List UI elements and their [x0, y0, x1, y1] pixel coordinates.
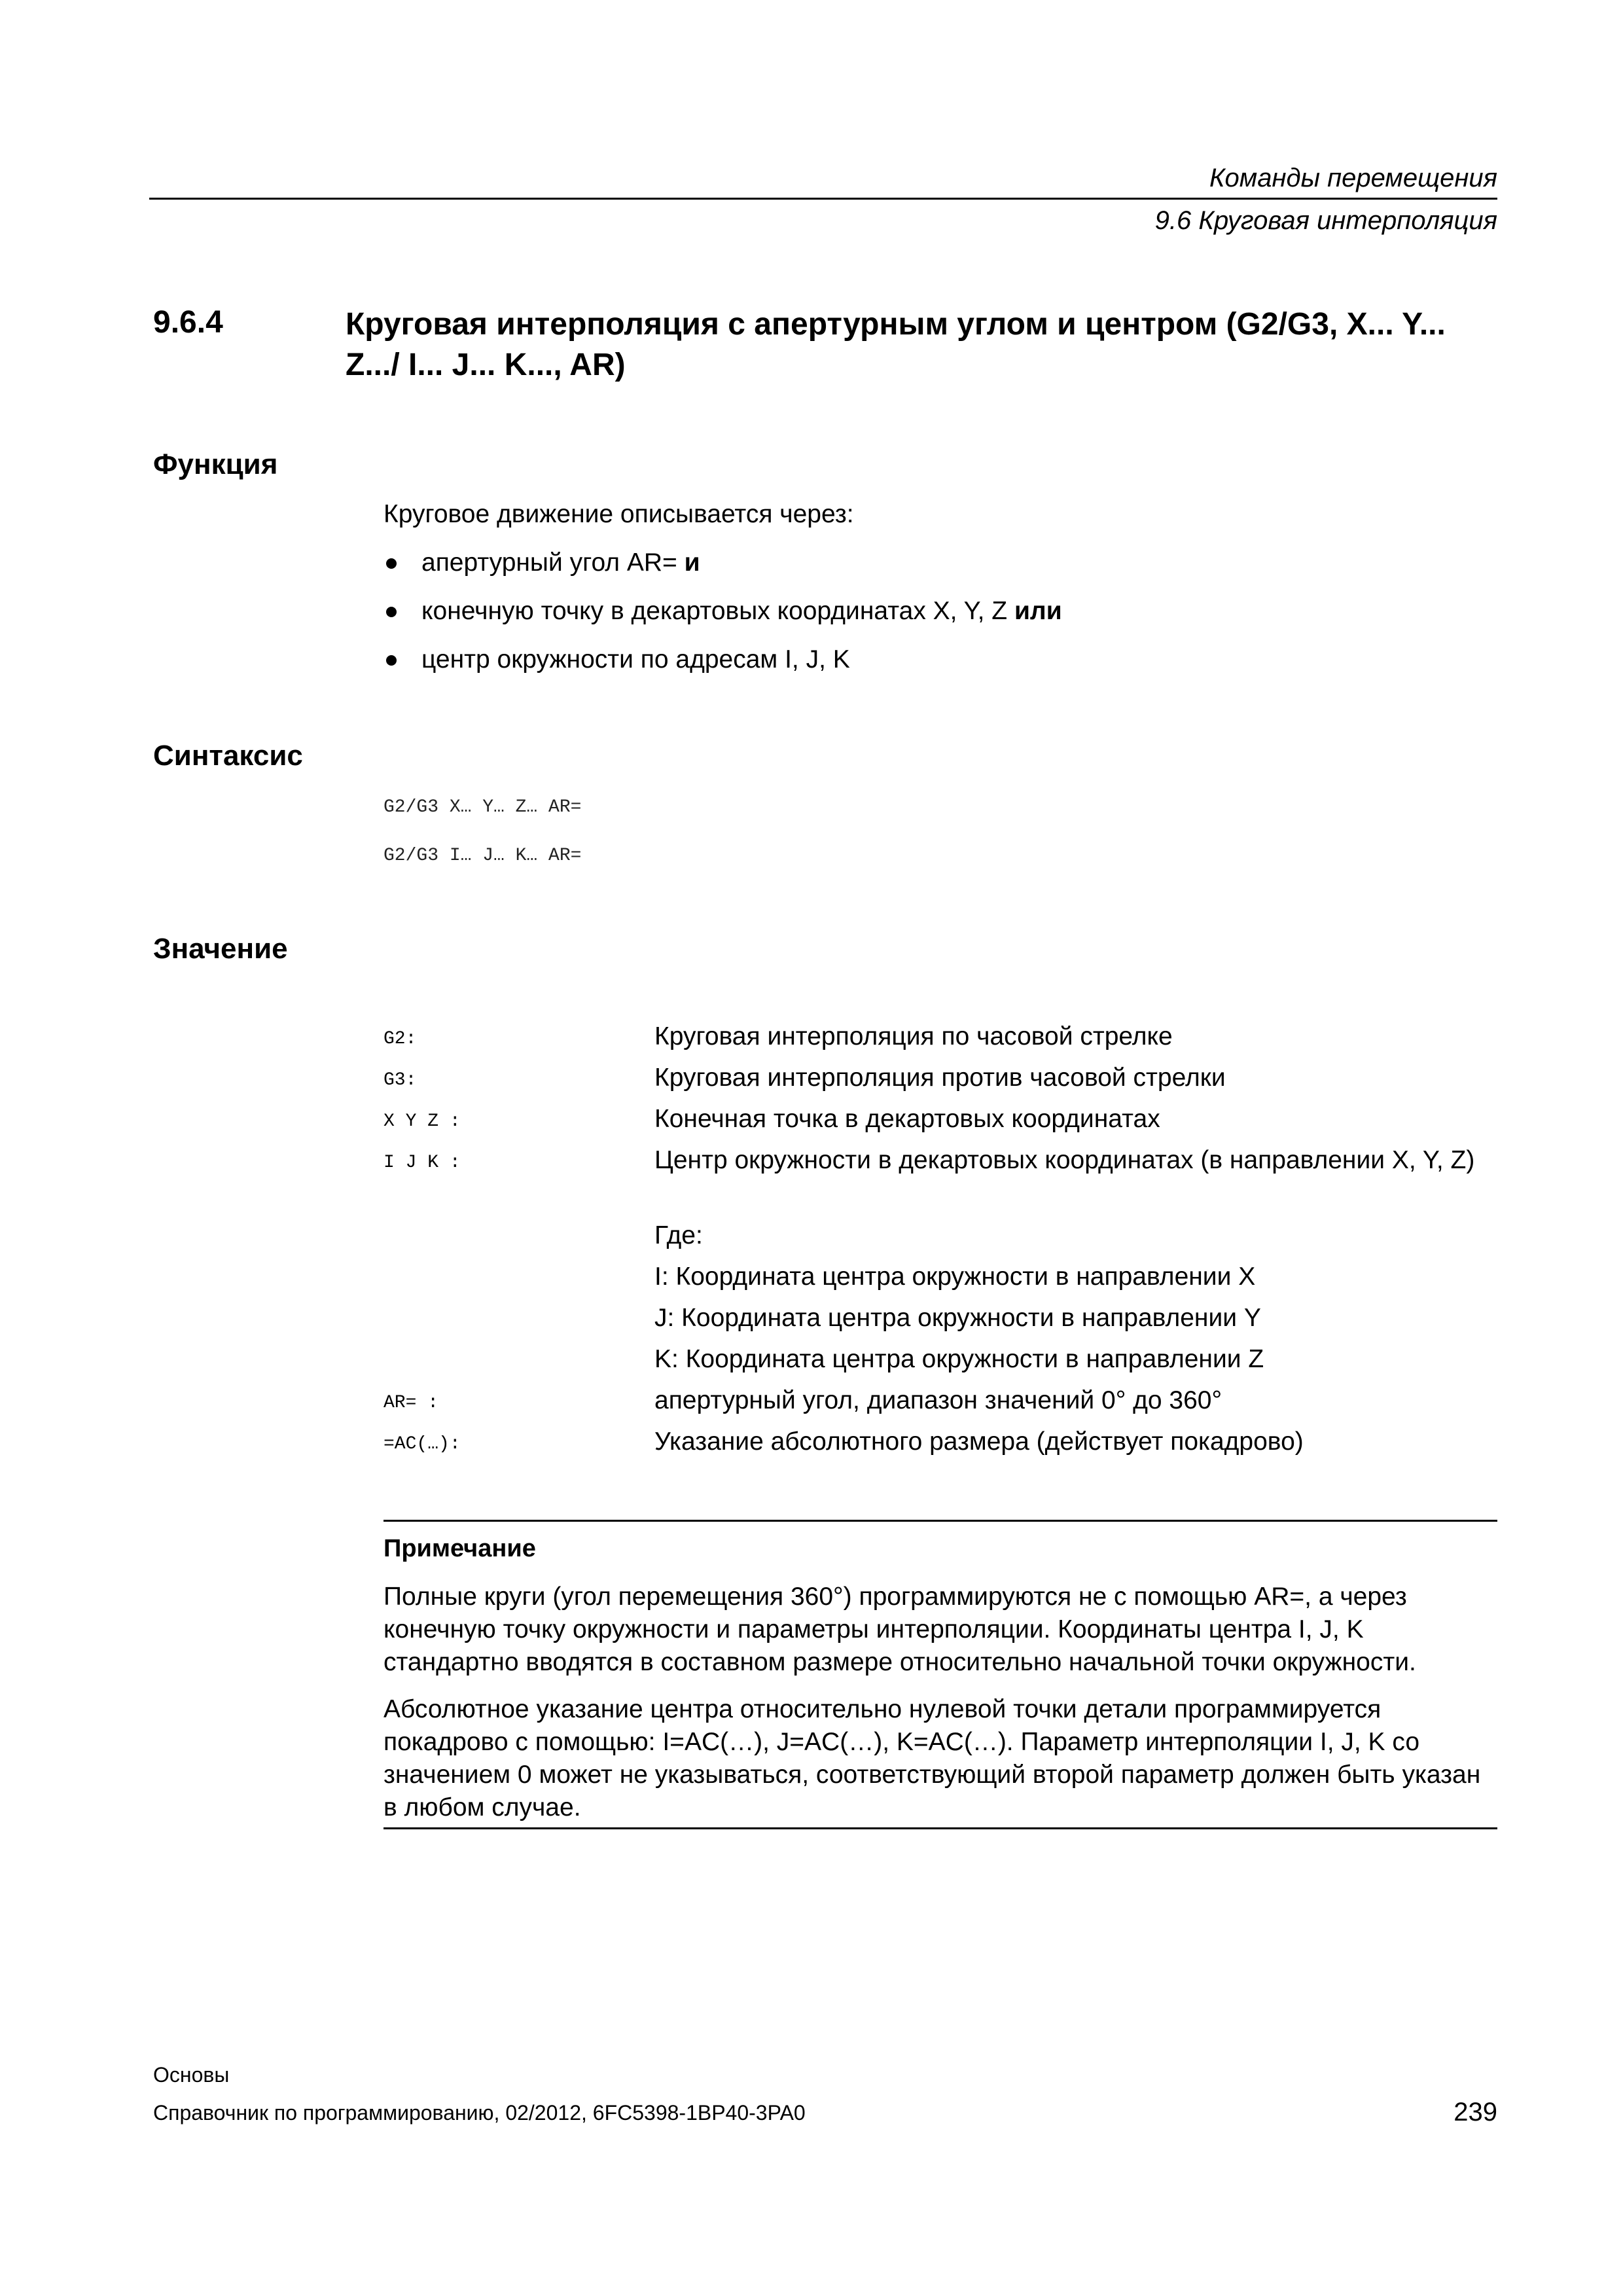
note-paragraph: Полные круги (угол перемещения 360°) программируются не с помощью AR=, а через конечную точку окружности и параметры интерполяции. Координаты центра I, J, K стандартно вводятся в составном размере относительно начальной точки окружности.	[383, 1583, 1416, 1676]
term-cell: G3:	[383, 1070, 417, 1090]
definition-cell: Центр окружности в декартовых координатах (в направлении X, Y, Z)	[654, 1146, 1475, 1174]
section-number: 9.6.4	[153, 305, 223, 340]
bullet-icon	[386, 558, 397, 569]
term-cell: =AC(…):	[383, 1434, 461, 1454]
definition-cell: апертурный угол, диапазон значений 0° до 360°	[654, 1386, 1222, 1414]
bullet-icon	[386, 655, 397, 666]
definition-cell: Где:	[654, 1221, 703, 1249]
term-cell: AR= :	[383, 1393, 439, 1413]
note-top-rule	[383, 1520, 1497, 1522]
bullet-icon	[386, 607, 397, 617]
header-divider	[149, 198, 1497, 200]
note-title: Примечание	[383, 1535, 536, 1562]
definition-cell: Конечная точка в декартовых координатах	[654, 1105, 1160, 1133]
section-title: Круговая интерполяция с апертурным углом и центром (G2/G3, X... Y... Z.../ I... J... K..., AR)	[346, 307, 1446, 382]
term-cell: G2:	[383, 1029, 417, 1049]
term-cell: X Y Z :	[383, 1111, 461, 1132]
term-cell: I J K :	[383, 1153, 461, 1173]
meaning-heading: Значение	[153, 933, 288, 965]
syntax-line: G2/G3 I… J… K… AR=	[383, 846, 582, 866]
list-item: апертурный угол AR= и	[421, 548, 700, 577]
definition-cell: Круговая интерполяция по часовой стрелке	[654, 1022, 1173, 1050]
list-item: конечную точку в декартовых координатах X, Y, Z или	[421, 597, 1062, 625]
function-intro: Круговое движение описывается через:	[383, 500, 854, 528]
note-paragraph: Абсолютное указание центра относительно нулевой точки детали программируется покадрово с помощью: I=AC(…), J=AC(…), K=AC(…). Параметр интерполяции I, J, K со значением 0 может не указываться, соответствующий второй параметр должен быть указан в любом случае.	[383, 1695, 1481, 1821]
running-header-chapter: Команды перемещения	[1209, 164, 1497, 192]
footer-title: Основы	[153, 2063, 230, 2087]
function-heading: Функция	[153, 448, 278, 480]
note-bottom-rule	[383, 1827, 1497, 1829]
syntax-line: G2/G3 X… Y… Z… AR=	[383, 797, 582, 817]
syntax-heading: Синтаксис	[153, 740, 303, 772]
running-header-section: 9.6 Круговая интерполяция	[1154, 206, 1497, 235]
page-number: 239	[1454, 2098, 1497, 2126]
definition-cell: Круговая интерполяция против часовой стрелки	[654, 1064, 1226, 1092]
definition-cell: J: Координата центра окружности в направлении Y	[654, 1304, 1261, 1332]
list-item: центр окружности по адресам I, J, K	[421, 645, 850, 673]
definition-cell: I: Координата центра окружности в направлении X	[654, 1263, 1256, 1291]
footer-manual: Справочник по программированию, 02/2012, 6FC5398-1BP40-3PA0	[153, 2101, 806, 2125]
definition-cell: K: Координата центра окружности в направлении Z	[654, 1345, 1264, 1373]
definition-cell: Указание абсолютного размера (действует покадрово)	[654, 1427, 1304, 1456]
